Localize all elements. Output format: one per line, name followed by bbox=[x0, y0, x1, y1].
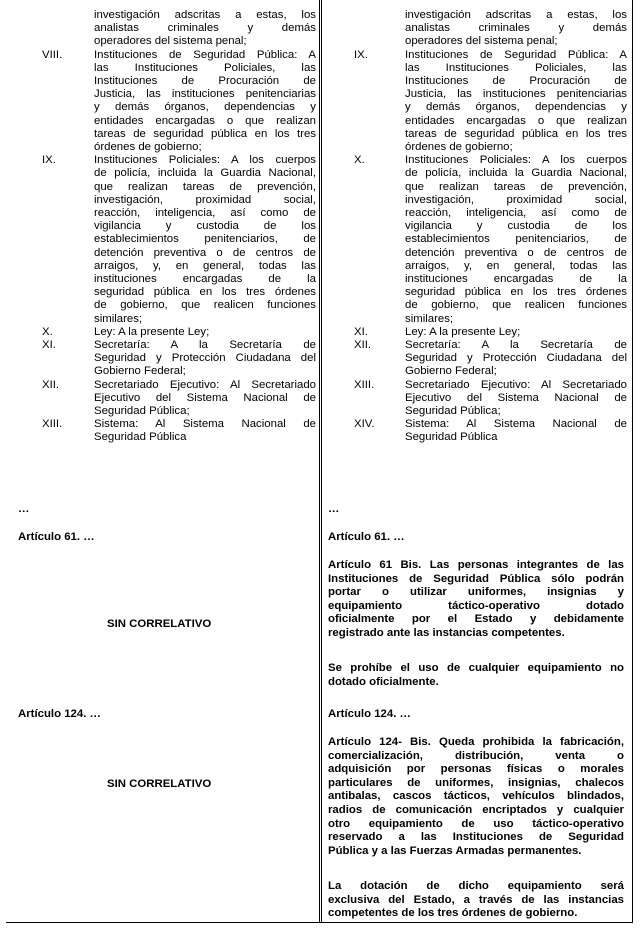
article-124-bis-line: reservado a las Instituciones de Seguridad bbox=[328, 831, 624, 844]
right-item-line: Ejecutivo del Sistema Nacional de bbox=[405, 391, 627, 404]
left-item-line: seguridad pública en los tres órdenes bbox=[94, 286, 316, 299]
left-item-line: Seguridad Pública; bbox=[94, 405, 190, 417]
right-item-line: reacción, inteligencia, así como de bbox=[405, 207, 627, 219]
right-article-61: Artículo 61. … bbox=[328, 531, 405, 543]
left-item-number: XIII. bbox=[42, 418, 63, 431]
right-item-text bbox=[405, 379, 627, 419]
article-124-bis-line: radios de comunicación encriptados y cualquier bbox=[328, 803, 624, 816]
left-item-line: Instituciones de Procuración de bbox=[94, 75, 316, 87]
right-item-number: IX. bbox=[354, 48, 368, 61]
left-item-line: establecimientos penitenciarios, de bbox=[94, 233, 316, 246]
left-sin-correlativo-1: SIN CORRELATIVO bbox=[107, 618, 212, 630]
left-item-number: XI. bbox=[42, 339, 56, 351]
left-top-fragment bbox=[94, 9, 316, 49]
left-item-text bbox=[94, 339, 316, 379]
right-article-124: Artículo 124. … bbox=[328, 708, 411, 720]
article-124-bis-line: otro equipamiento de uso táctico-operativo bbox=[328, 817, 624, 830]
right-item-line: seguridad pública en los tres órdenes bbox=[405, 286, 627, 299]
right-item-line: tareas de seguridad pública en los tres bbox=[405, 127, 627, 140]
right-item-line: instituciones encargadas de la bbox=[405, 273, 627, 286]
left-item-line: que realizan tareas de prevención, bbox=[94, 180, 316, 193]
left-item-number: X. bbox=[42, 325, 53, 338]
left-item-line: vigilancia y custodia de los bbox=[94, 220, 316, 233]
right-item-text bbox=[405, 339, 627, 379]
right-item-line: y demás órganos, dependencias y bbox=[405, 101, 627, 114]
left-item-line: entidades encargadas o que realizan bbox=[94, 114, 316, 127]
left-item-text bbox=[94, 154, 316, 326]
right-item-line: Seguridad Pública bbox=[405, 431, 498, 444]
left-item-line: órdenes de gobierno; bbox=[94, 141, 202, 154]
article-124-bis-line: antibalas, cascos tácticos, vehículos blindados, bbox=[328, 790, 624, 803]
left-fragment-line: investigación adscritas a estas, los bbox=[94, 9, 316, 21]
right-item-number: X. bbox=[354, 154, 365, 167]
left-sin-correlativo-2: SIN CORRELATIVO bbox=[107, 778, 212, 790]
left-item-text bbox=[94, 326, 316, 339]
article-124-bis-line: adquisición por personas físicas o morales bbox=[328, 763, 624, 776]
right-item-line: las Instituciones Policiales, las bbox=[405, 61, 627, 74]
left-item-line: y demás órganos, dependencias y bbox=[94, 101, 316, 114]
article-61-bis-line: equipamiento táctico-operativo dotado bbox=[328, 599, 624, 612]
left-item-line: Gobierno Federal; bbox=[94, 365, 186, 378]
left-item-line: Instituciones Policiales: A los cuerpos bbox=[94, 154, 316, 167]
article-61-bis-line: Se prohíbe el uso de cualquier equipamiento no bbox=[328, 662, 624, 674]
right-item-line: investigación, proximidad social, bbox=[405, 193, 627, 206]
article-124-bis-line: comercialización, distribución, venta o bbox=[328, 749, 624, 762]
left-article-61: Artículo 61. … bbox=[18, 531, 95, 543]
right-item-line: Seguridad Pública; bbox=[405, 405, 501, 417]
left-item-line: Ley: A la presente Ley; bbox=[94, 325, 210, 338]
right-item-line: Justicia, las instituciones penitenciarias bbox=[405, 88, 627, 101]
right-item-line: órdenes de gobierno; bbox=[405, 141, 513, 154]
left-item-number: VIII. bbox=[42, 48, 63, 61]
right-fragment-line: analistas criminales y demás bbox=[405, 22, 627, 35]
right-item-line: de gobierno, que realicen funciones bbox=[405, 299, 627, 312]
article-124-bis-line: La dotación de dicho equipamiento será bbox=[328, 880, 624, 892]
right-item-line: Seguridad y Protección Ciudadana del bbox=[405, 352, 627, 365]
article-61-bis-line: oficialmente por el Estado y debidamente bbox=[328, 613, 624, 626]
right-item-number: XIV. bbox=[354, 418, 375, 431]
left-item-number: IX. bbox=[42, 154, 56, 167]
left-item-line: similares; bbox=[94, 312, 143, 325]
right-item-text bbox=[405, 326, 627, 339]
right-item-line: establecimientos penitenciarios, de bbox=[405, 233, 627, 246]
right-item-line: vigilancia y custodia de los bbox=[405, 220, 627, 233]
right-item-line: Secretariado Ejecutivo: Al Secretariado bbox=[405, 378, 627, 391]
right-fragment-line: investigación adscritas a estas, los bbox=[405, 9, 627, 21]
article-61-bis-paragraph-2 bbox=[328, 662, 624, 689]
left-item-text bbox=[94, 418, 316, 444]
left-item-line: detención preventiva o de centros de bbox=[94, 246, 316, 259]
left-item-number: XII. bbox=[42, 378, 60, 391]
right-item-line: entidades encargadas o que realizan bbox=[405, 114, 627, 127]
right-item-line: de policía, incluida la Guardia Nacional, bbox=[405, 167, 627, 180]
right-ellipsis: … bbox=[328, 503, 340, 515]
right-top-fragment bbox=[405, 9, 627, 49]
left-item-line: tareas de seguridad pública en los tres bbox=[94, 127, 316, 140]
article-61-bis-line: portar o utilizar uniformes, insignias y bbox=[328, 586, 624, 599]
left-item-line: Justicia, las instituciones penitenciarias bbox=[94, 88, 316, 101]
right-fragment-line: operadores del sistema penal; bbox=[405, 35, 558, 48]
right-item-number: XII. bbox=[354, 339, 372, 351]
right-item-line: Instituciones de Seguridad Pública: A bbox=[405, 48, 627, 61]
article-124-bis-paragraph-1 bbox=[328, 736, 624, 858]
article-61-bis-line: Instituciones de Seguridad Pública sólo podrán bbox=[328, 572, 624, 585]
left-item-line: investigación, proximidad social, bbox=[94, 193, 316, 206]
right-item-text bbox=[405, 49, 627, 155]
article-61-bis-line: registrado ante las instancias competentes. bbox=[328, 626, 565, 639]
left-fragment-line: analistas criminales y demás bbox=[94, 22, 316, 35]
left-article-124: Artículo 124. … bbox=[18, 708, 101, 720]
right-item-text bbox=[405, 154, 627, 326]
article-124-bis-line: particulares de uniformes, insignias, chalecos bbox=[328, 776, 624, 789]
left-item-line: instituciones encargadas de la bbox=[94, 273, 316, 286]
right-item-line: Gobierno Federal; bbox=[405, 365, 497, 378]
left-item-line: de policía, incluida la Guardia Nacional, bbox=[94, 167, 316, 180]
article-124-bis-line: exclusiva del Estado, a través de las instancias bbox=[328, 893, 624, 906]
left-ellipsis: … bbox=[18, 503, 30, 515]
right-item-line: Ley: A la presente Ley; bbox=[405, 325, 521, 338]
article-124-bis-line: Pública y a las Fuerzas Armadas permanentes. bbox=[328, 844, 582, 857]
right-item-number: XIII. bbox=[354, 378, 375, 391]
left-item-line: Ejecutivo del Sistema Nacional de bbox=[94, 391, 316, 404]
right-item-number: XI. bbox=[354, 325, 368, 338]
left-item-text bbox=[94, 379, 316, 419]
article-124-bis-paragraph-2 bbox=[328, 880, 624, 921]
right-item-line: que realizan tareas de prevención, bbox=[405, 180, 627, 193]
left-item-line: arraigos, y, en general, todas las bbox=[94, 259, 316, 272]
left-item-text bbox=[94, 49, 316, 155]
article-124-bis-line: competentes de los tres órdenes de gobierno. bbox=[328, 907, 578, 920]
column-divider bbox=[319, 0, 322, 923]
right-item-line: arraigos, y, en general, todas las bbox=[405, 259, 627, 272]
left-item-line: Seguridad Pública bbox=[94, 431, 187, 444]
left-item-line: reacción, inteligencia, así como de bbox=[94, 207, 316, 219]
right-item-line: detención preventiva o de centros de bbox=[405, 246, 627, 259]
article-61-bis-line: Artículo 61 Bis. Las personas integrantes de las bbox=[328, 559, 624, 571]
right-item-line: Sistema: Al Sistema Nacional de bbox=[405, 418, 627, 431]
left-item-line: de gobierno, que realicen funciones bbox=[94, 299, 316, 312]
left-item-line: Instituciones de Seguridad Pública: A bbox=[94, 48, 316, 61]
right-item-line: Secretaría: A la Secretaría de bbox=[405, 339, 627, 351]
left-item-line: Seguridad y Protección Ciudadana del bbox=[94, 352, 316, 365]
left-fragment-line: operadores del sistema penal; bbox=[94, 35, 247, 48]
article-61-bis-paragraph-1 bbox=[328, 559, 624, 641]
left-item-line: Secretariado Ejecutivo: Al Secretariado bbox=[94, 378, 316, 391]
article-124-bis-line: Artículo 124- Bis. Queda prohibida la fabricación, bbox=[328, 736, 624, 748]
right-item-line: Instituciones Policiales: A los cuerpos bbox=[405, 154, 627, 167]
right-item-line: similares; bbox=[405, 312, 454, 325]
right-item-text bbox=[405, 418, 627, 444]
article-61-bis-line: dotado oficialmente. bbox=[328, 675, 439, 688]
right-item-line: Instituciones de Procuración de bbox=[405, 75, 627, 87]
left-item-line: las Instituciones Policiales, las bbox=[94, 61, 316, 74]
left-item-line: Sistema: Al Sistema Nacional de bbox=[94, 418, 316, 431]
left-item-line: Secretaría: A la Secretaría de bbox=[94, 339, 316, 351]
